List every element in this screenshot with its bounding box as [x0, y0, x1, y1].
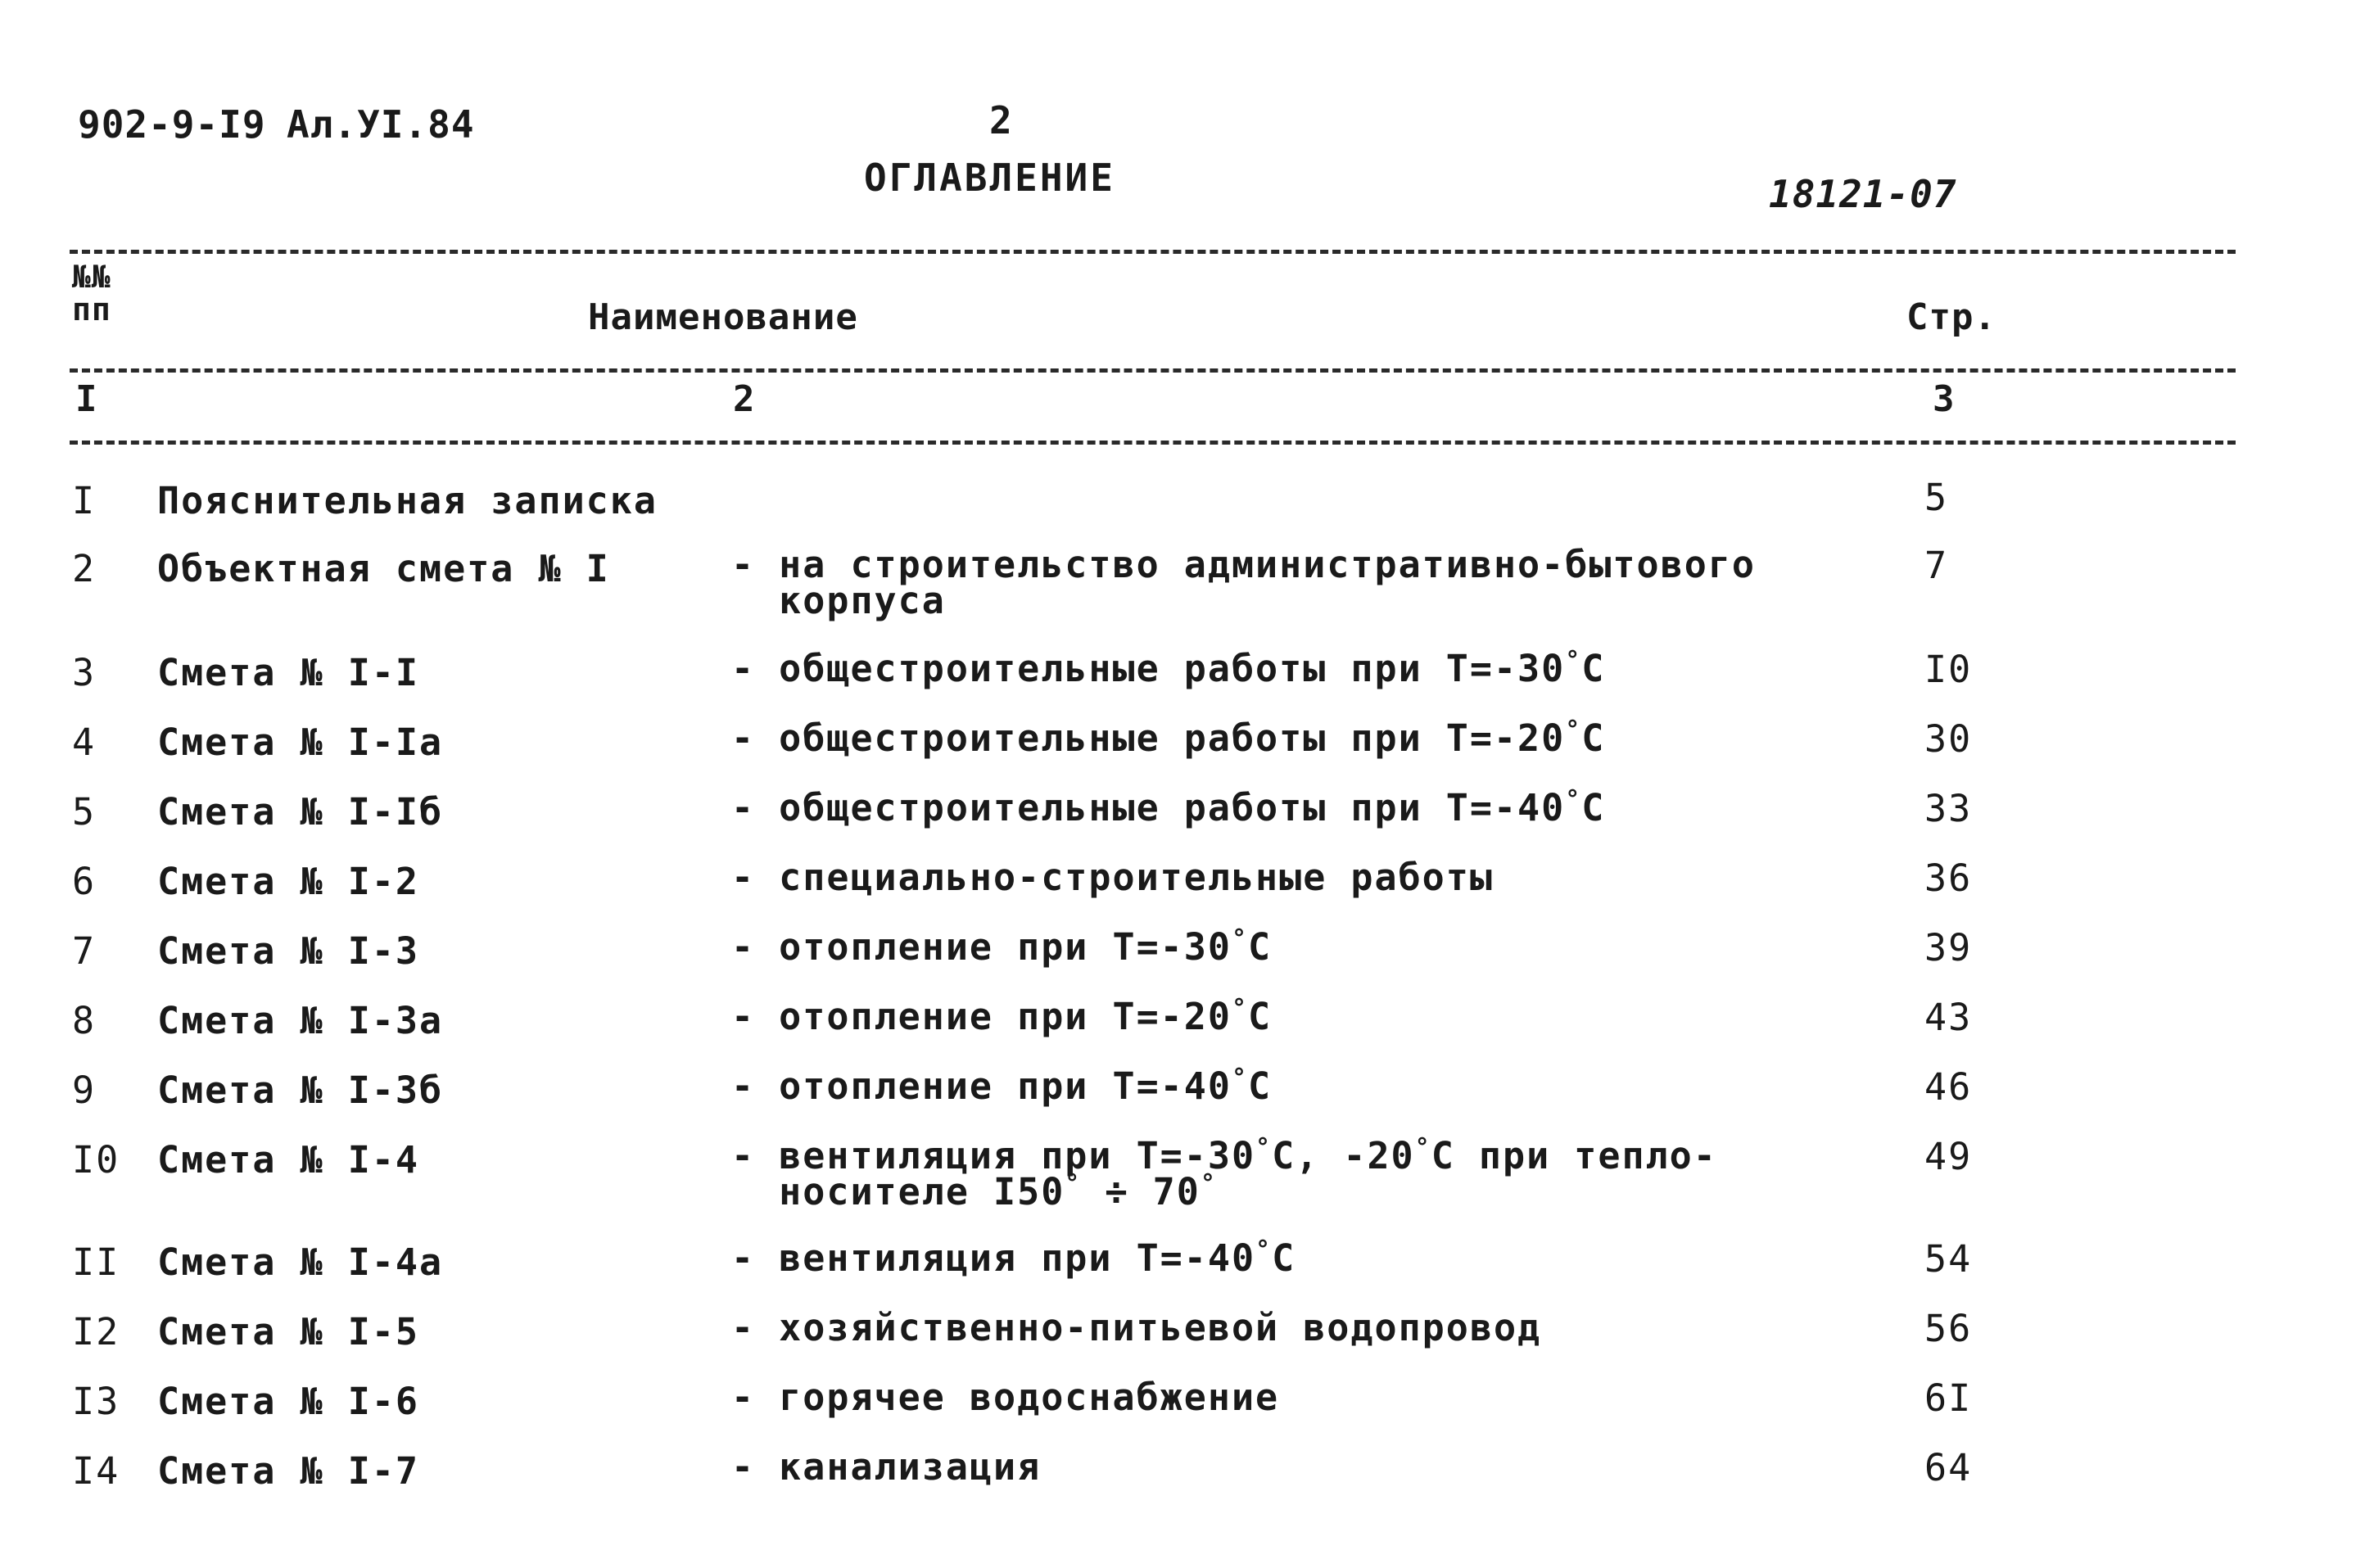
column-index-2: 2 — [733, 378, 756, 420]
row-description: - общестроительные работы при Т=-20°С — [731, 716, 1606, 760]
row-number: 7 — [72, 929, 97, 973]
row-name: Объектная смета № I — [157, 547, 610, 590]
row-page: 49 — [1924, 1135, 1973, 1178]
row-page: 56 — [1924, 1307, 1973, 1350]
header-bottom-rule — [70, 441, 2236, 445]
row-description: - горячее водоснабжение — [731, 1376, 1280, 1419]
row-name: Смета № I-3а — [157, 999, 444, 1042]
column-index-1: I — [75, 378, 98, 420]
row-description: - специально-строительные работы — [731, 856, 1494, 899]
row-name: Смета № I-I — [157, 651, 420, 694]
column-header-number-line2: пп — [72, 291, 111, 328]
table-top-rule — [70, 250, 2236, 254]
row-number: 3 — [72, 651, 97, 694]
row-number: 5 — [72, 790, 97, 834]
row-name: Смета № I-7 — [157, 1449, 420, 1493]
row-name: Смета № I-6 — [157, 1380, 420, 1423]
row-number: 2 — [72, 547, 97, 590]
row-description: - отопление при Т=-30°С — [731, 924, 1273, 969]
row-name: Смета № I-Iа — [157, 721, 444, 764]
row-description: - вентиляция при Т=-30°С, -20°С при тепло- носителе I50° ÷ 70° — [731, 1133, 1717, 1213]
column-header-number-line1: №№ — [72, 259, 111, 295]
column-index-3: 3 — [1933, 378, 1956, 420]
row-description: - канализация — [731, 1445, 1042, 1489]
row-name: Смета № I-3б — [157, 1069, 444, 1112]
row-description: - общестроительные работы при Т=-40°С — [731, 785, 1606, 829]
row-name: Смета № I-3 — [157, 929, 420, 973]
row-number: I — [72, 479, 97, 522]
row-page: 30 — [1924, 717, 1973, 761]
row-name: Смета № I-Iб — [157, 790, 444, 834]
row-number: 4 — [72, 721, 97, 764]
row-name: Смета № I-5 — [157, 1310, 420, 1353]
row-page: 46 — [1924, 1065, 1973, 1109]
row-description: - общестроительные работы при Т=-30°С — [731, 646, 1606, 690]
stamp-number: 18121-07 — [1769, 172, 1957, 216]
row-number: I4 — [72, 1449, 120, 1493]
row-number: I0 — [72, 1138, 120, 1182]
page-number: 2 — [989, 98, 1013, 142]
column-header-name: Наименование — [588, 296, 858, 338]
row-page: 54 — [1924, 1237, 1973, 1281]
row-description: - хозяйственно-питьевой водопровод — [731, 1306, 1542, 1349]
row-number: I2 — [72, 1310, 120, 1353]
row-page: 5 — [1924, 476, 1949, 519]
row-description: - отопление при Т=-40°С — [731, 1064, 1273, 1108]
row-number: 6 — [72, 860, 97, 903]
row-name: Смета № I-2 — [157, 860, 420, 903]
document-code: 902-9-I9 — [78, 102, 266, 147]
row-name: Смета № I-4а — [157, 1240, 444, 1284]
row-number: I3 — [72, 1380, 120, 1423]
row-page: 36 — [1924, 856, 1973, 900]
row-name: Пояснительная записка — [157, 479, 658, 522]
row-description: - вентиляция при Т=-40°С — [731, 1236, 1296, 1280]
column-header-page: Стр. — [1906, 296, 1996, 338]
album-code: Ал.УI.84 — [287, 102, 475, 147]
row-number: 8 — [72, 999, 97, 1042]
header-separator-rule — [70, 368, 2236, 373]
row-page: 6I — [1924, 1376, 1973, 1420]
row-number: 9 — [72, 1069, 97, 1112]
column-header-number — [72, 260, 111, 326]
row-name: Смета № I-4 — [157, 1138, 420, 1182]
row-description: - отопление при Т=-20°С — [731, 994, 1273, 1038]
row-page: 33 — [1924, 787, 1973, 830]
row-page: 43 — [1924, 996, 1973, 1039]
row-description: - на строительство административно-бытового корпуса — [731, 543, 1756, 622]
row-page: I0 — [1924, 648, 1973, 691]
row-page: 39 — [1924, 926, 1973, 969]
page-title: ОГЛАВЛЕНИЕ — [864, 156, 1115, 200]
row-number: II — [72, 1240, 120, 1284]
row-page: 7 — [1924, 544, 1949, 587]
row-page: 64 — [1924, 1446, 1973, 1489]
